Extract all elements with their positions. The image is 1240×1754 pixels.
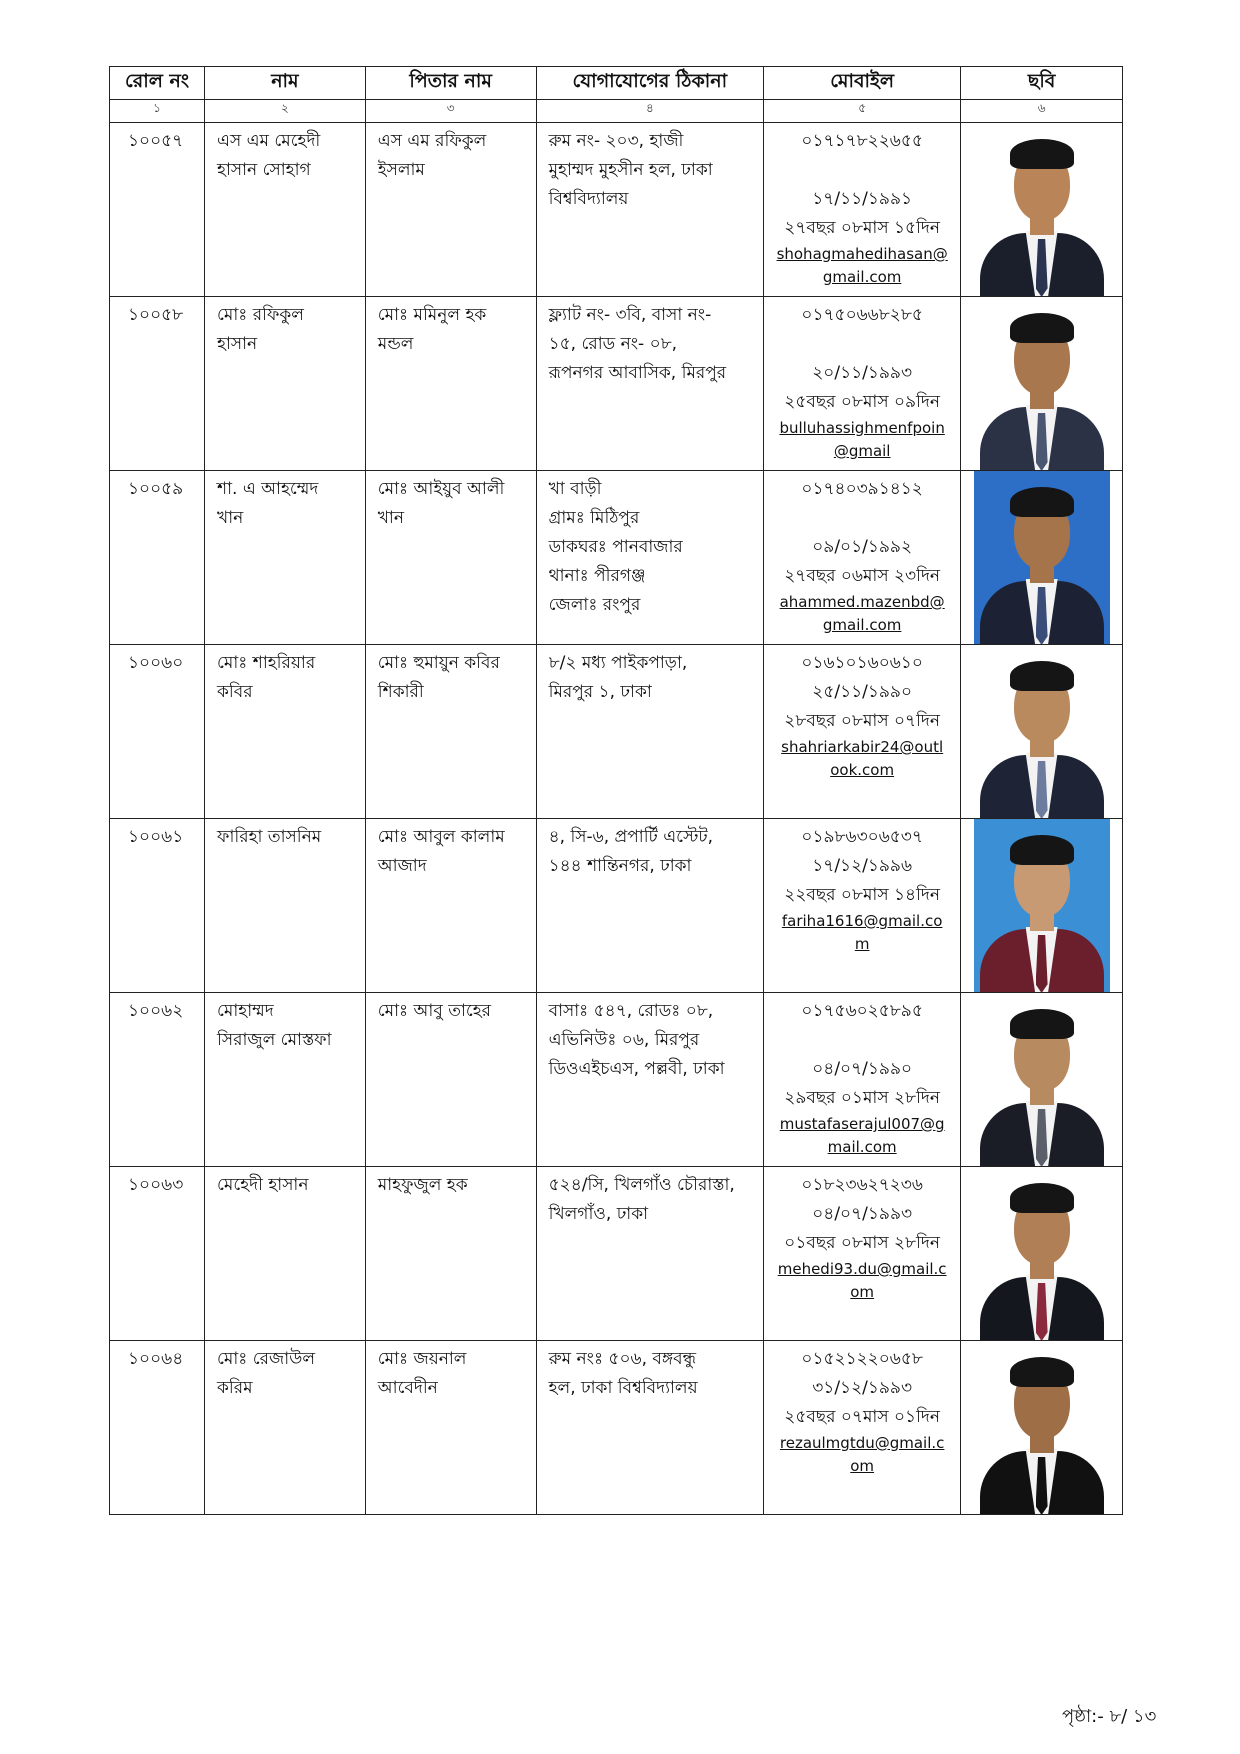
father-name-line: মোঃ মমিনুল হক	[377, 305, 487, 325]
father-name	[366, 1167, 536, 1200]
roll-number: ১০০৬৪	[128, 1349, 184, 1369]
header-row	[110, 67, 1123, 100]
column-number: ৫	[764, 100, 961, 123]
mobile-info	[764, 1341, 960, 1478]
address-cell	[536, 471, 763, 645]
name-line: মোঃ রেজাউল	[217, 1349, 316, 1369]
roster-table	[109, 66, 1123, 1515]
mobile-number: ০১৭৪০৩৯১৪১২	[801, 479, 923, 499]
photo-cell	[961, 819, 1123, 993]
contact-address	[537, 297, 763, 388]
mobile-cell	[764, 123, 961, 297]
mobile-info	[764, 471, 960, 637]
email-address: shohagmahedihasan@	[776, 245, 948, 263]
roll-cell	[110, 123, 205, 297]
mobile-cell	[764, 297, 961, 471]
mobile-number: ০১৯৮৬৩০৬৫৩৭	[801, 827, 923, 847]
roll-cell	[110, 993, 205, 1167]
name-line: মোহাম্মদ	[217, 1001, 274, 1021]
address-cell	[536, 1341, 763, 1515]
father-name	[366, 993, 536, 1026]
father-name-cell	[365, 1167, 536, 1341]
email-address: fariha1616@gmail.co	[781, 912, 943, 930]
photo-cell	[961, 297, 1123, 471]
address-line: ৮/২ মধ্য পাইকপাড়া,	[548, 653, 688, 673]
table-row	[110, 471, 1123, 645]
roll-number: ১০০৫৮	[128, 305, 184, 325]
age: ২৮বছর ০৮মাস ০৭দিন	[784, 711, 941, 731]
address-line: বিশ্ববিদ্যালয়	[548, 189, 629, 209]
email-address: m	[854, 935, 870, 953]
age: ২৭বছর ০৬মাস ২৩দিন	[784, 566, 941, 586]
contact-address	[537, 1167, 763, 1229]
roll-number: ১০০৬০	[128, 653, 184, 673]
email-address: mehedi93.du@gmail.c	[777, 1260, 947, 1278]
roll-number: ১০০৬৩	[128, 1175, 184, 1195]
date-of-birth: ০৯/০১/১৯৯২	[812, 537, 913, 557]
mobile-cell	[764, 1167, 961, 1341]
person-name	[205, 471, 365, 533]
father-name	[366, 123, 536, 185]
photo-hair	[1010, 1357, 1074, 1387]
address-line: মিরপুর ১, ঢাকা	[548, 682, 652, 702]
father-name	[366, 471, 536, 533]
mobile-info	[764, 123, 960, 289]
spacer	[766, 1026, 958, 1055]
photo-cell	[961, 645, 1123, 819]
email-address: mail.com	[827, 1138, 897, 1156]
mobile-number: ০১৭১৭৮২২৬৫৫	[801, 131, 923, 151]
email-address: mustafaserajul007@g	[779, 1115, 945, 1133]
portrait-photo-icon	[974, 819, 1110, 992]
father-name-line: মোঃ আইয়ুব আলী	[377, 479, 505, 499]
name-cell	[205, 645, 366, 819]
contact-address	[537, 645, 763, 707]
father-name-cell	[365, 297, 536, 471]
address-line: ৫২৪/সি, খিলগাঁও চৌরাস্তা,	[548, 1175, 735, 1195]
column-number: ৩	[365, 100, 536, 123]
name-cell	[205, 819, 366, 993]
father-name-cell	[365, 1341, 536, 1515]
name-line: করিম	[217, 1378, 253, 1398]
column-number: ৪	[536, 100, 763, 123]
roll-number: ১০০৫৯	[128, 479, 184, 499]
portrait-photo-icon	[974, 297, 1110, 470]
mobile-info	[764, 993, 960, 1159]
father-name-line: শিকারী	[377, 682, 424, 702]
roll-cell	[110, 819, 205, 993]
address-line: রুম নং- ২০৩, হাজী	[548, 131, 684, 151]
age: ২৭বছর ০৮মাস ১৫দিন	[784, 218, 940, 238]
portrait-photo-icon	[974, 471, 1110, 644]
photo-cell	[961, 1167, 1123, 1341]
date-of-birth: ০৪/০৭/১৯৯৩	[812, 1204, 913, 1224]
contact-address	[537, 1341, 763, 1403]
name-line: সিরাজুল মোস্তফা	[217, 1030, 332, 1050]
name-line: হাসান সোহাগ	[217, 160, 311, 180]
email-address: ahammed.mazenbd@	[779, 593, 945, 611]
photo-hair	[1010, 139, 1074, 169]
address-line: বাসাঃ ৫৪৭, রোডঃ ০৮,	[548, 1001, 714, 1021]
father-name	[366, 819, 536, 881]
portrait-photo-icon	[974, 993, 1110, 1166]
date-of-birth: ২০/১১/১৯৯৩	[812, 363, 913, 383]
header-mobile: মোবাইল	[764, 67, 961, 100]
table-row	[110, 297, 1123, 471]
address-cell	[536, 645, 763, 819]
photo-hair	[1010, 661, 1074, 691]
person-name	[205, 993, 365, 1055]
address-line: ১৫, রোড নং- ০৮,	[548, 334, 678, 354]
date-of-birth: ১৭/১২/১৯৯৬	[812, 856, 913, 876]
spacer	[766, 504, 958, 533]
address-line: এভিনিউঃ ০৬, মিরপুর	[548, 1030, 700, 1050]
father-name-line: মাহফুজুল হক	[377, 1175, 468, 1195]
person-name	[205, 297, 365, 359]
name-line: খান	[217, 508, 244, 528]
name-line: শা. এ আহম্মেদ	[217, 479, 319, 499]
email-address: om	[850, 1457, 875, 1475]
mobile-number: ০১৭৫৬০২৫৮৯৫	[801, 1001, 923, 1021]
photo-cell	[961, 471, 1123, 645]
mobile-info	[764, 819, 960, 956]
mobile-cell	[764, 1341, 961, 1515]
date-of-birth: ০৪/০৭/১৯৯০	[812, 1059, 913, 1079]
address-line: ফ্ল্যাট নং- ৩বি, বাসা নং-	[548, 305, 712, 325]
address-line: হল, ঢাকা বিশ্ববিদ্যালয়	[548, 1378, 698, 1398]
header-father-name: পিতার নাম	[365, 67, 536, 100]
mobile-number: ০১৭৫০৬৬৮২৮৫	[801, 305, 923, 325]
father-name-cell	[365, 993, 536, 1167]
mobile-info	[764, 645, 960, 782]
photo-hair	[1010, 835, 1074, 865]
name-cell	[205, 993, 366, 1167]
table-row	[110, 993, 1123, 1167]
email-address: om	[850, 1283, 875, 1301]
address-line: খিলগাঁও, ঢাকা	[548, 1204, 649, 1224]
email-address: @gmail	[833, 442, 891, 460]
email-address: gmail.com	[822, 268, 902, 286]
father-name-line: মোঃ আবুল কালাম	[377, 827, 505, 847]
table-row	[110, 1341, 1123, 1515]
address-cell	[536, 1167, 763, 1341]
address-cell	[536, 993, 763, 1167]
table-body	[110, 123, 1123, 1515]
email-address: shahriarkabir24@outl	[781, 738, 944, 756]
mobile-number: ০১৫২১২২০৬৫৮	[801, 1349, 923, 1369]
age: ২৫বছর ০৭মাস ০১দিন	[784, 1407, 941, 1427]
address-line: রুম নংঃ ৫০৬, বঙ্গবন্ধু	[548, 1349, 697, 1369]
mobile-info	[764, 297, 960, 463]
mobile-cell	[764, 993, 961, 1167]
person-name	[205, 1167, 365, 1200]
name-line: মোঃ রফিকুল	[217, 305, 304, 325]
roll-cell	[110, 297, 205, 471]
roll-cell	[110, 645, 205, 819]
photo-cell	[961, 123, 1123, 297]
mobile-number: ০১৬১০১৬০৬১০	[801, 653, 923, 673]
father-name-cell	[365, 645, 536, 819]
email-address: gmail.com	[822, 616, 902, 634]
father-name-line: এস এম রফিকুল	[377, 131, 487, 151]
name-line: মেহেদী হাসান	[217, 1175, 309, 1195]
father-name-cell	[365, 123, 536, 297]
column-number: ১	[110, 100, 205, 123]
mobile-cell	[764, 471, 961, 645]
age: ২৫বছর ০৮মাস ০৯দিন	[784, 392, 940, 412]
father-name-line: ইসলাম	[377, 160, 425, 180]
portrait-photo-icon	[974, 1341, 1110, 1514]
contact-address	[537, 993, 763, 1084]
person-name	[205, 645, 365, 707]
table-row	[110, 819, 1123, 993]
father-name-line: খান	[377, 508, 405, 528]
email-address: bulluhassighmenfpoin	[779, 419, 945, 437]
address-line: ৪, সি-৬, প্রপার্টি এস্টেট,	[548, 827, 714, 847]
portrait-photo-icon	[974, 1167, 1110, 1340]
roll-cell	[110, 471, 205, 645]
roll-number: ১০০৬১	[128, 827, 184, 847]
photo-hair	[1010, 1183, 1074, 1213]
father-name-line: মোঃ হুমায়ুন কবির	[377, 653, 500, 673]
spacer	[766, 156, 958, 185]
header-name: নাম	[205, 67, 366, 100]
age: ২৯বছর ০১মাস ২৮দিন	[784, 1088, 940, 1108]
person-name	[205, 123, 365, 185]
table-row	[110, 645, 1123, 819]
contact-address	[537, 123, 763, 214]
address-cell	[536, 819, 763, 993]
father-name-line: আজাদ	[377, 856, 427, 876]
email-address: ook.com	[830, 761, 895, 779]
header-roll: রোল নং	[110, 67, 205, 100]
address-line: খা বাড়ী	[548, 479, 602, 499]
age: ২২বছর ০৮মাস ১৪দিন	[784, 885, 940, 905]
date-of-birth: ১৭/১১/১৯৯১	[812, 189, 913, 209]
father-name	[366, 645, 536, 707]
column-number-row	[110, 100, 1123, 123]
table-row	[110, 1167, 1123, 1341]
mobile-info	[764, 1167, 960, 1304]
portrait-photo-icon	[974, 645, 1110, 818]
photo-hair	[1010, 1009, 1074, 1039]
mobile-cell	[764, 645, 961, 819]
name-line: ফারিহা তাসনিম	[217, 827, 322, 847]
person-name	[205, 1341, 365, 1403]
header-photo: ছবি	[961, 67, 1123, 100]
header-address: যোগাযোগের ঠিকানা	[536, 67, 763, 100]
photo-hair	[1010, 313, 1074, 343]
date-of-birth: ২৫/১১/১৯৯০	[812, 682, 913, 702]
name-line: এস এম মেহেদী	[217, 131, 321, 151]
age: ০১বছর ০৮মাস ২৮দিন	[784, 1233, 940, 1253]
father-name	[366, 1341, 536, 1403]
roll-number: ১০০৫৭	[128, 131, 184, 151]
person-name	[205, 819, 365, 852]
date-of-birth: ৩১/১২/১৯৯৩	[812, 1378, 913, 1398]
father-name-line: মোঃ জয়নাল	[377, 1349, 467, 1369]
address-line: গ্রামঃ মিঠিপুর	[548, 508, 640, 528]
roll-cell	[110, 1341, 205, 1515]
name-line: মোঃ শাহরিয়ার	[217, 653, 316, 673]
contact-address	[537, 819, 763, 881]
mobile-cell	[764, 819, 961, 993]
address-line: মুহাম্মদ মুহসীন হল, ঢাকা	[548, 160, 713, 180]
address-cell	[536, 123, 763, 297]
address-line: থানাঃ পীরগঞ্জ	[548, 566, 646, 586]
address-line: ডিওএইচএস, পল্লবী, ঢাকা	[548, 1059, 725, 1079]
table-row	[110, 123, 1123, 297]
address-line: ১৪৪ শান্তিনগর, ঢাকা	[548, 856, 692, 876]
mobile-number: ০১৮২৩৬২৭২৩৬	[801, 1175, 923, 1195]
roll-cell	[110, 1167, 205, 1341]
spacer	[766, 330, 958, 359]
contact-address	[537, 471, 763, 620]
name-cell	[205, 1167, 366, 1341]
portrait-photo-icon	[974, 123, 1110, 296]
page-number: পৃষ্ঠা:- ৮/ ১৩	[1062, 1706, 1157, 1727]
father-name-line: মন্ডল	[377, 334, 414, 354]
photo-cell	[961, 1341, 1123, 1515]
name-cell	[205, 297, 366, 471]
roll-number: ১০০৬২	[128, 1001, 184, 1021]
name-cell	[205, 1341, 366, 1515]
photo-cell	[961, 993, 1123, 1167]
name-line: হাসান	[217, 334, 258, 354]
column-number: ৬	[961, 100, 1123, 123]
address-line: রূপনগর আবাসিক, মিরপুর	[548, 363, 727, 383]
father-name-line: আবেদীন	[377, 1378, 438, 1398]
email-address: rezaulmgtdu@gmail.c	[779, 1434, 945, 1452]
father-name-line: মোঃ আবু তাহের	[377, 1001, 491, 1021]
name-cell	[205, 123, 366, 297]
father-name-cell	[365, 819, 536, 993]
name-cell	[205, 471, 366, 645]
name-line: কবির	[217, 682, 253, 702]
father-name-cell	[365, 471, 536, 645]
address-line: ডাকঘরঃ পানবাজার	[548, 537, 683, 557]
address-line: জেলাঃ রংপুর	[548, 595, 641, 615]
column-number: ২	[205, 100, 366, 123]
photo-hair	[1010, 487, 1074, 517]
address-cell	[536, 297, 763, 471]
father-name	[366, 297, 536, 359]
